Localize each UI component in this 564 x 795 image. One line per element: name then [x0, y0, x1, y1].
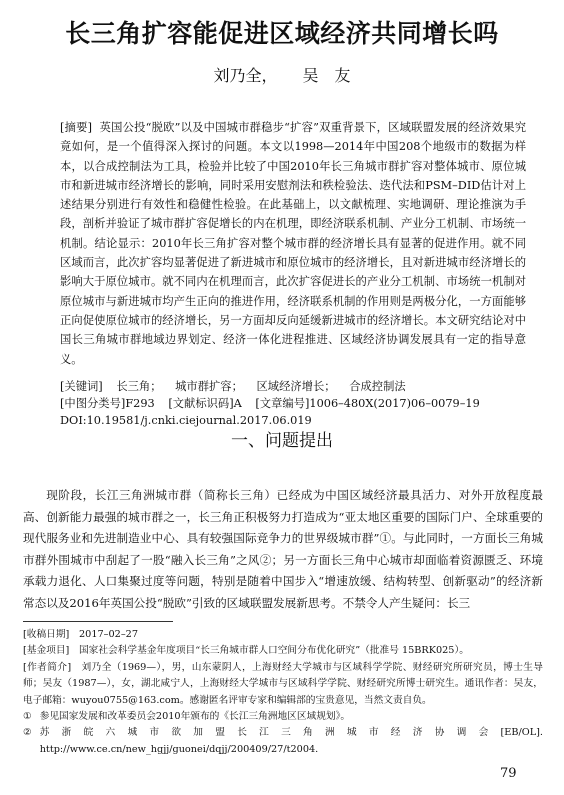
footnote-text: 参见国家发展和改革委员会2010年颁布的《长江三角洲地区区域规划》。: [39, 711, 351, 723]
author-1: 刘乃全，: [213, 66, 278, 85]
footnote-2: [23, 725, 543, 758]
article-title: 长三角扩容能促进区域经济共同增长吗: [65, 19, 499, 48]
footnote-1: [23, 709, 543, 725]
author-2: 吴 友: [302, 66, 351, 85]
keywords-block: [60, 378, 526, 429]
notes-block: [23, 627, 543, 758]
article-no: 1006–480X(2017)06–0079–19: [309, 397, 480, 410]
keyword-3: 区域经济增长；: [256, 380, 336, 393]
doc-code: A: [233, 397, 242, 410]
keyword-1: 长三角；: [116, 380, 162, 393]
doc-code-label: [文献标识码]: [168, 397, 234, 410]
keywords-label: [关键词]: [60, 380, 103, 393]
footnote-mark: ②: [23, 727, 32, 739]
author-info: [作者简介] 刘乃全（1969—），男，山东蒙阴人，上海财经大学城市与区域科学学院、财经研究所研究员，博士生导师；吴友（1987—），女，湖北咸宁人，上海财经大学城市与区域科学学院、财经研究所博士研究生。通讯作者：吴友，电子邮箱：wuyou0755@163.com。感谢匿名评审专家和编辑部的宝贵意见，当然文责自负。: [23, 661, 543, 706]
keyword-4: 合成控制法: [349, 380, 406, 393]
abstract: [60, 118, 526, 369]
section-heading: 一、问题提出: [231, 431, 333, 451]
authors: [0, 63, 564, 86]
doi-line: DOI:10.19581/j.cnki.ciejournal.2017.06.019: [60, 414, 312, 427]
fund-info: [基金项目] 国家社会科学基金年度项目“长三角城市群人口空间分布优化研究”（批准号 15BRK025）。: [23, 645, 469, 657]
clc-code: F293: [125, 397, 155, 410]
body-paragraph: 现阶段，长江三角洲城市群（简称长三角）已经成为中国区域经济最具活力、对外开放程度最高、创新能力最强的城市群之一，长三角正积极努力打造成为“亚太地区重要的国际门户、全球重要的现代服务业和先进制造业中心、具有较强国际竞争力的世界级城市群”①。与此同时，一方面长三角城市群外围城市中刮起了一股“融入长三角”之风②；另一方面长三角中心城市却面临着资源匮乏、环境承载力退化、人口集聚过度等问题，特别是随着中国步入“增速放缓、结构转型、创新驱动”的经济新常态以及2016年英国公投“脱欧”引致的区域联盟发展新思考。不禁令人产生疑问：长三: [23, 488, 543, 610]
abstract-text: 英国公投“脱欧”以及中国城市群稳步“扩容”双重背景下，区域联盟发展的经济效果究竟如何，是一个值得深入探讨的问题。本文以1998—2014年中国208个地级市的数据为样本，以合成控制法为工具，检验并比较了中国2010年长三角城市群扩容对整体城市、原位城市和新进城市经济增长的影响，同时采用安慰剂法和秩检验法、迭代法和PSM–DID估计对上述结果分别进行有效性和稳健性检验。在此基础上，以文献梳理、实地调研、理论推演为手段，剖析并验证了城市群扩容促增长的内在机理，即经济联系机制、产业分工机制、市场统一机制。结论显示：2010年长三角扩容对整个城市群的经济增长具有显著的促进作用。就不同区域而言，此次扩容均显著促进了新进城市和原位城市的经济增长，且对新进城市经济增长的影响大于原位城市。就不同内在机理而言，此次扩容促进长的产业分工机制、市场统一机制对原位城市与新进城市均产生正向的推进作用，经济联系机制的作用则是两极分化，一方面能够正向促使原位城市的经济增长，另一方面却反向延缓新进城市的经济增长。本文研究结论对中国长三角城市群地域边界划定、经济一体化进程推进、区域经济协调发展具有一定的指导意义。: [60, 121, 526, 366]
article-no-label: [文章编号]: [255, 397, 310, 410]
clc-label: [中图分类号]: [60, 397, 126, 410]
page-number: 79: [500, 766, 517, 781]
classification-line: [60, 395, 526, 412]
abstract-label: [摘要]: [60, 121, 93, 134]
footnote-mark: ①: [23, 711, 32, 723]
footnote-divider: [23, 621, 173, 622]
footnote-text: 苏浙皖六城市欲加盟长江三角洲城市经济协调会[EB/OL]. http://www.ce.cn/new_hgjj/guonei/dqjj/200409/27/t2004.: [39, 727, 543, 755]
received-date: [收稿日期] 2017–02–27: [23, 629, 138, 640]
keyword-2: 城市群扩容；: [175, 380, 243, 393]
keywords-line: [60, 378, 526, 395]
